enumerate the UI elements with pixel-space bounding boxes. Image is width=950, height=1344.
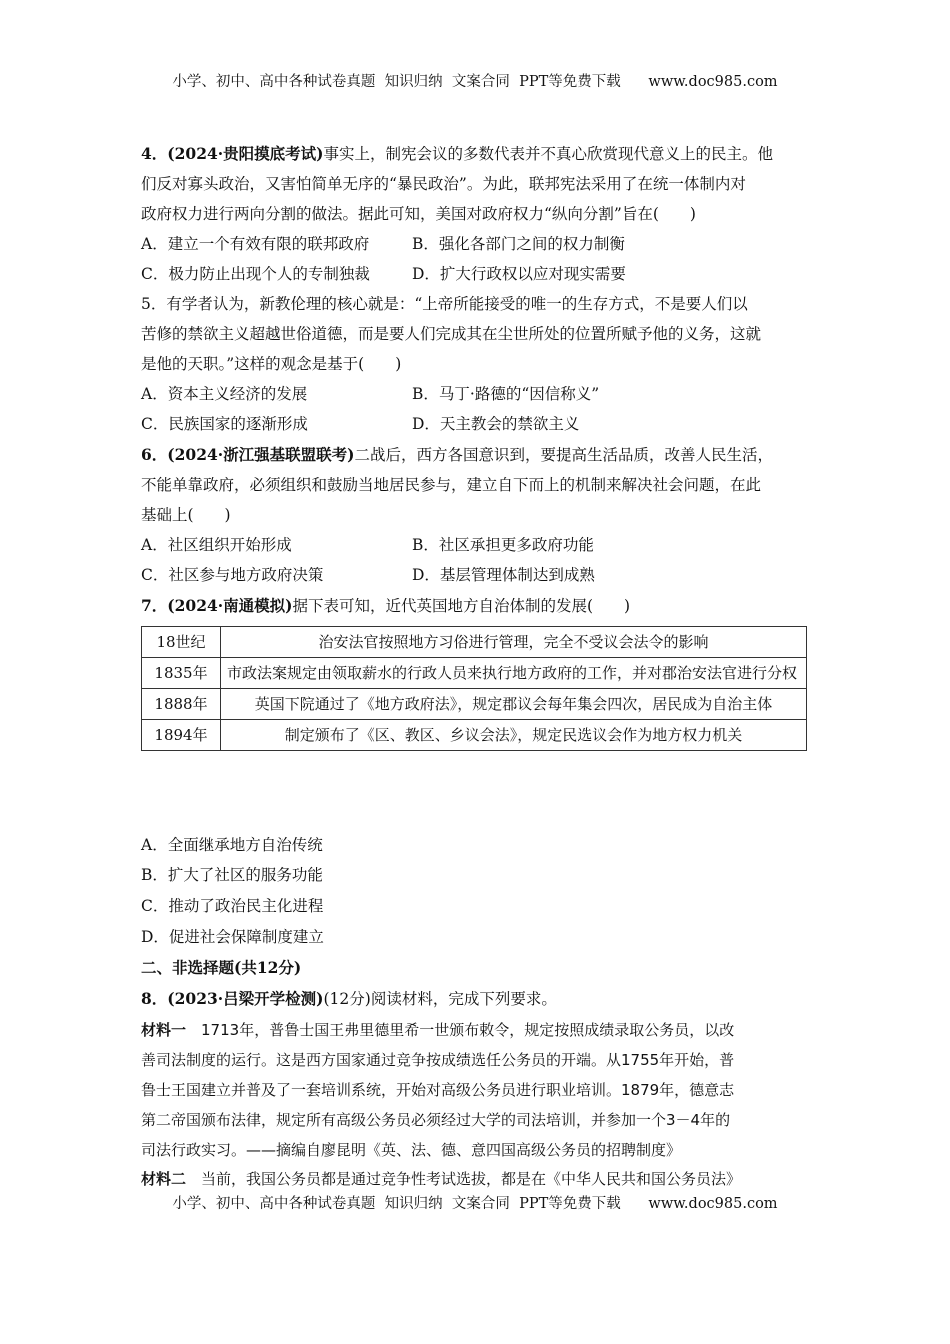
material2-text: 当前，我国公务员都是通过竞争性考试选拔，都是在《中华人民共和国公务员法》 xyxy=(186,1170,742,1188)
q5-line-2: 苦修的禁欲主义超越世俗道德，而是要人们完成其在尘世所处的位置所赋予他的义务，这就 xyxy=(141,325,762,343)
q8-material1-line-4: 第二帝国颁布法律，规定所有高级公务员必须经过大学的司法培训，并参加一个3－4年的 xyxy=(141,1111,731,1129)
q5-option-c: C．民族国家的逐渐形成 xyxy=(141,415,308,433)
q7-source-tag: 7．(2024·南通模拟) xyxy=(141,596,293,615)
q4-line-1 xyxy=(141,143,773,165)
q7-text: 据下表可知，近代英国地方自治体制的发展( ) xyxy=(292,597,631,615)
table-year: 1888年 xyxy=(142,689,221,720)
q4-text: 事实上，制宪会议的多数代表并不真心欣赏现代意义上的民主。他 xyxy=(323,145,774,163)
q6-text: 二战后，西方各国意识到，要提高生活品质，改善人民生活， xyxy=(354,446,774,464)
q7-option-b: B．扩大了社区的服务功能 xyxy=(141,866,323,884)
table-content: 制定颁布了《区、教区、乡议会法》，规定民选议会作为地方权力机关 xyxy=(221,720,807,751)
q8-material1-line-5: 司法行政实习。——摘编自廖昆明《英、法、德、意四国高级公务员的招聘制度》 xyxy=(141,1141,682,1159)
material1-text: 1713年，普鲁士国王弗里德里希一世颁布敕令，规定按照成绩录取公务员，以改 xyxy=(186,1021,735,1039)
q8-material1-line-2: 善司法制度的运行。这是西方国家通过竞争按成绩选任公务员的开端。从1755年开始，普 xyxy=(141,1051,735,1069)
q8-material2-line-1 xyxy=(141,1168,741,1190)
q4-line-2: 们反对寡头政治，又害怕简单无序的“暴民政治”。为此，联邦宪法采用了在统一体制内对 xyxy=(141,175,746,193)
q8-material1-line-3: 鲁士王国建立并普及了一套培训系统，开始对高级公务员进行职业培训。1879年，德意志 xyxy=(141,1081,735,1099)
q6-line-3: 基础上( ) xyxy=(141,506,231,524)
table-row xyxy=(142,627,807,658)
q6-line-2: 不能单靠政府，必须组织和鼓励当地居民参与，建立自下而上的机制来解决社会问题，在此 xyxy=(141,476,762,494)
q8-stem xyxy=(141,988,557,1010)
q4-option-c: C．极力防止出现个人的专制独裁 xyxy=(141,265,370,283)
q5-line-1: 5．有学者认为，新教伦理的核心就是：“上帝所能接受的唯一的生存方式，不是要人们以 xyxy=(141,295,748,313)
table-row xyxy=(142,689,807,720)
q5-line-3: 是他的天职。”这样的观念是基于( ) xyxy=(141,355,402,373)
q7-option-a: A．全面继承地方自治传统 xyxy=(141,836,323,854)
q7-stem xyxy=(141,595,630,617)
q4-line-3: 政府权力进行两向分割的做法。据此可知，美国对政府权力“纵向分割”旨在( ) xyxy=(141,205,696,223)
q4-option-d: D．扩大行政权以应对现实需要 xyxy=(412,265,626,283)
q5-option-a: A．资本主义经济的发展 xyxy=(141,385,308,403)
table-year: 1835年 xyxy=(142,658,221,689)
q5-option-b: B．马丁·路德的“因信称义” xyxy=(412,385,600,403)
page-footer: 小学、初中、高中各种试卷真题 知识归纳 文案合同 PPT等免费下载 www.doc985.com xyxy=(172,1196,778,1212)
page-header: 小学、初中、高中各种试卷真题 知识归纳 文案合同 PPT等免费下载 www.doc985.com xyxy=(172,74,778,90)
table-content: 治安法官按照地方习俗进行管理，完全不受议会法令的影响 xyxy=(221,627,807,658)
table-year: 1894年 xyxy=(142,720,221,751)
q6-option-a: A．社区组织开始形成 xyxy=(141,536,292,554)
q7-table xyxy=(141,626,807,751)
table-row xyxy=(142,720,807,751)
q8-material1-line-1 xyxy=(141,1019,734,1041)
q4-option-b: B．强化各部门之间的权力制衡 xyxy=(412,235,625,253)
q6-line-1 xyxy=(141,444,773,466)
q8-text: (12分)阅读材料，完成下列要求。 xyxy=(323,990,557,1008)
q7-option-c: C．推动了政治民主化进程 xyxy=(141,897,324,915)
q6-option-b: B．社区承担更多政府功能 xyxy=(412,536,594,554)
q8-source-tag: 8．(2023·吕梁开学检测) xyxy=(141,989,324,1008)
section-title: 二、非选择题(共12分) xyxy=(141,958,302,977)
table-content: 市政法案规定由领取薪水的行政人员来执行地方政府的工作，并对郡治安法官进行分权 xyxy=(221,658,807,689)
q4-source-tag: 4．(2024·贵阳摸底考试) xyxy=(141,144,324,163)
q5-option-d: D．天主教会的禁欲主义 xyxy=(412,415,580,433)
q4-option-a: A．建立一个有效有限的联邦政府 xyxy=(141,235,370,253)
table-year: 18世纪 xyxy=(142,627,221,658)
table-row xyxy=(142,658,807,689)
q6-option-d: D．基层管理体制达到成熟 xyxy=(412,566,595,584)
table-content: 英国下院通过了《地方政府法》，规定郡议会每年集会四次，居民成为自治主体 xyxy=(221,689,807,720)
q6-option-c: C．社区参与地方政府决策 xyxy=(141,566,324,584)
q6-source-tag: 6．(2024·浙江强基联盟联考) xyxy=(141,445,355,464)
q7-option-d: D．促进社会保障制度建立 xyxy=(141,928,324,946)
material1-label: 材料一 xyxy=(141,1021,187,1039)
material2-label: 材料二 xyxy=(141,1170,187,1188)
